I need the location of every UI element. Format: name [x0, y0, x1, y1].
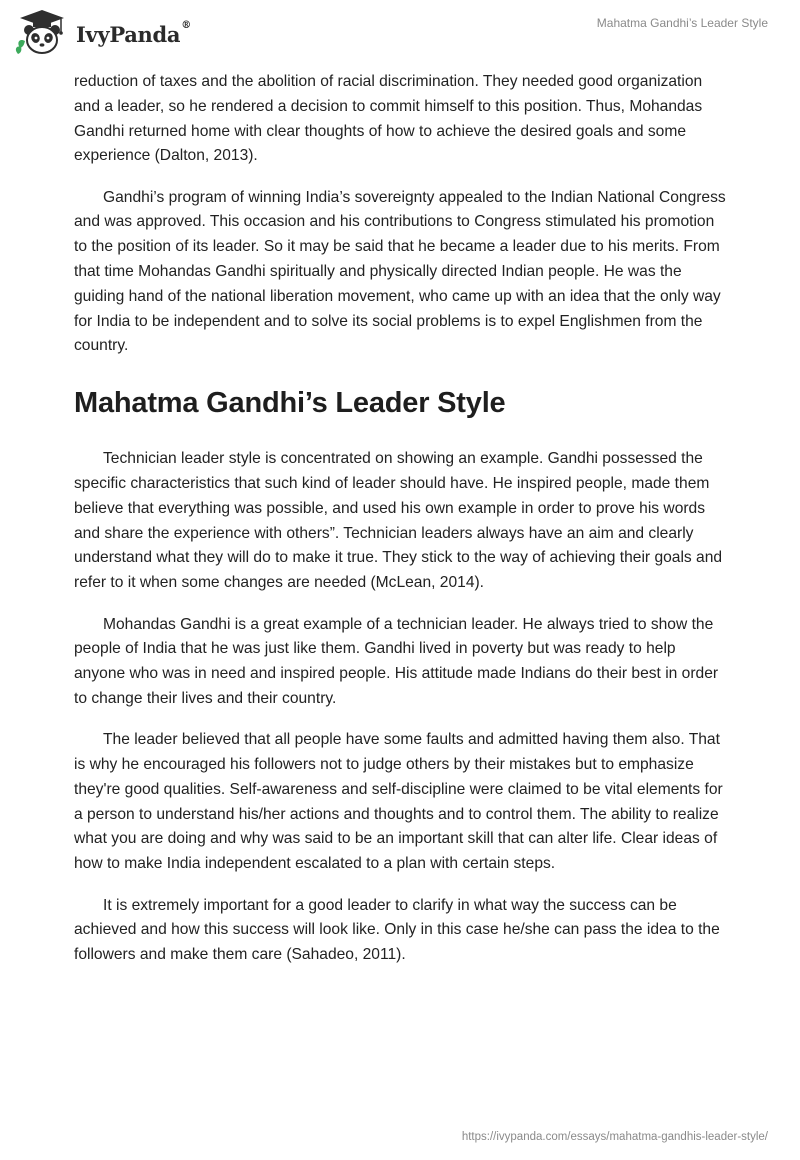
paragraph-5: The leader believed that all people have some faults and admitted having them also. That is why he encouraged his followers not to judge others by their mistakes but to emphasize they're good qualities. Self-awareness and self-discipline were claimed to be vital elements for a person to understand his/her actions and thoughts and to control them. The ability to realize what you are doing and why was said to be an important skill that can alter life. Clear ideas of how to make India independent escalated to a plan with certain steps.	[74, 731, 723, 873]
paragraph-3: Technician leader style is concentrated on showing an example. Gandhi possessed the specific characteristics that such kind of leader should have. He inspired people, made them believe that everything was possible, and used his own example in order to prove his words and share the experience with others”. Technician leaders always have an aim and clearly understand what they will do to make it true. They stick to the way of achieving their goals and refer to it when some changes are needed (McLean, 2014).	[74, 450, 723, 592]
paragraph-2: Gandhi’s program of winning India’s sovereignty appealed to the Indian National Congress and was approved. This occasion and his contributions to Congress stimulated his promotion to the position of its leader. So it may be said that he became a leader due to his merits. From that time Mohandas Gandhi spiritually and physically directed Indian people. He was the guiding hand of the national liberation movement, who came up with an idea that the only way for India to be independent and to solve its social problems is to expel Englishmen from the country.	[74, 188, 726, 355]
panda-graduate-icon	[14, 8, 70, 58]
page-header	[0, 0, 800, 70]
ivypanda-logo[interactable]	[14, 8, 191, 58]
running-title: Mahatma Gandhi’s Leader Style	[596, 16, 768, 30]
paragraph-6: It is extremely important for a good leader to clarify in what way the success can be achieved and how this success will look like. Only in this case he/she can pass the idea to the followers and make them care (Sahadeo, 2011).	[74, 896, 720, 964]
brand-name: IvyPanda®	[76, 19, 191, 47]
source-url[interactable]: https://ivypanda.com/essays/mahatma-gandhis-leader-style/	[461, 1131, 768, 1143]
paragraph-4: Mohandas Gandhi is a great example of a technician leader. He always tried to show the people of India that he was just like them. Gandhi lived in poverty but was ready to help anyone who was in need and inspired people. His attitude made Indians do their best in order to change their lives and their country.	[74, 615, 719, 707]
essay-content	[74, 70, 728, 984]
paragraph-1: reduction of taxes and the abolition of racial discrimination. They needed good organization and a leader, so he rendered a decision to commit himself to this position. Thus, Mohandas Gandhi returned home with clear thoughts of how to achieve the desired goals and some experience (Dalton, 2013).	[74, 73, 703, 165]
section-heading: Mahatma Gandhi’s Leader Style	[74, 387, 506, 420]
registered-mark: ®	[181, 19, 191, 31]
